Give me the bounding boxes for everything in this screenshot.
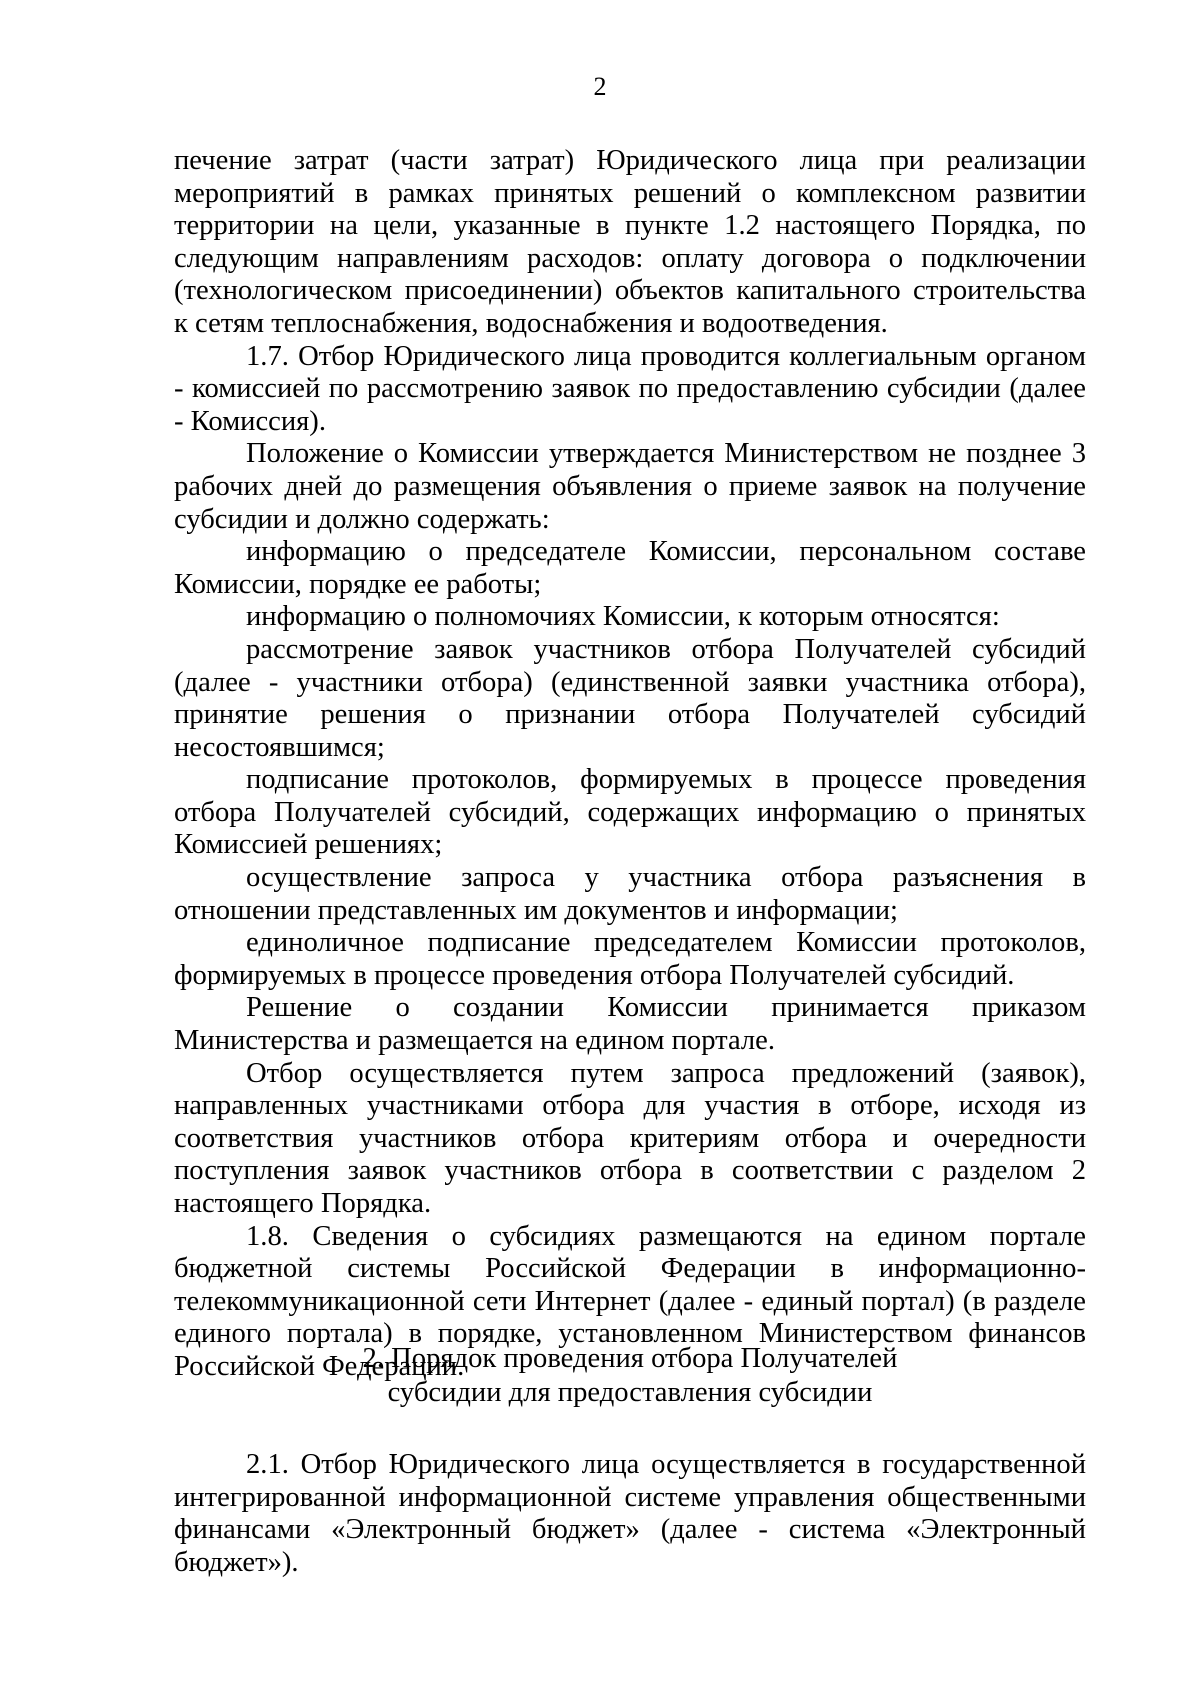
paragraph-commission-order: Решение о создании Комиссии принимается приказом Министерства и размещается на едином портале. [174, 992, 1086, 1057]
paragraph-powers-info: информацию о полномочиях Комиссии, к которым относятся: [246, 601, 1000, 633]
section-heading-line-1: 2. Порядок проведения отбора Получателей [362, 1343, 898, 1374]
paragraph-continuation: печение затрат (части затрат) Юридического лица при реализации мероприятий в рамках принятых решений о комплексном развитии территории на цели, указанные в пункте 1.2 настоящего Порядка, по следующим направлениям расходов: оплату договора о подключении (технологическом присоединении) объектов капитального строительства к сетям теплоснабжения, водоснабжения и водоотведения. [174, 145, 1086, 339]
paragraph-signing-protocols: подписание протоколов, формируемых в процессе проведения отбора Получателей субсидий, содержащих информацию о принятых Комиссией решениях; [174, 764, 1086, 861]
paragraph-clarification-request: осуществление запроса у участника отбора разъяснения в отношении представленных им документов и информации; [174, 862, 1086, 926]
paragraph-sole-signing: единоличное подписание председателем Комиссии протоколов, формируемых в процессе проведения отбора Получателей субсидий. [174, 927, 1086, 991]
paragraph-commission-regulation: Положение о Комиссии утверждается Министерством не позднее 3 рабочих дней до размещения объявления о приеме заявок на получение субсидии и должно содержать: [174, 438, 1086, 535]
section-body-text [174, 1449, 1086, 1579]
body-text [174, 145, 1086, 1384]
paragraph-selection-method: Отбор осуществляется путем запроса предложений (заявок), направленных участниками отбора для участия в отборе, исходя из соответствия участников отбора критериям отбора и очередности поступления заявок участников отбора в соответствии с разделом 2 настоящего Порядка. [174, 1057, 1086, 1219]
section-heading [174, 1342, 1086, 1410]
page-number: 2 [593, 72, 607, 101]
paragraph-1-7: 1.7. Отбор Юридического лица проводится коллегиальным органом - комиссией по рассмотрению заявок по предоставлению субсидии (далее - Комиссия). [174, 340, 1086, 437]
paragraph-1-8: 1.8. Сведения о субсидиях размещаются на едином портале бюджетной системы Российской Федерации в информационно-телекоммуникационной сети Интернет (далее - единый портал) (в разделе единого портала) в порядке, установленном Министерством финансов Российской Федерации. [174, 1220, 1086, 1382]
paragraph-2-1: 2.1. Отбор Юридического лица осуществляется в государственной интегрированной информационной системе управления общественными финансами «Электронный бюджет» (далее - система «Электронный бюджет»). [174, 1449, 1086, 1578]
paragraph-review-applications: рассмотрение заявок участников отбора Получателей субсидий (далее - участники отбора) (единственной заявки участника отбора), принятие решения о признании отбора Получателей субсидий несостоявшимся; [174, 633, 1086, 763]
paragraph-chairman-info: информацию о председателе Комиссии, персональном составе Комиссии, порядке ее работы; [174, 536, 1086, 600]
section-heading-line-2: субсидии для предоставления субсидии [387, 1377, 873, 1408]
